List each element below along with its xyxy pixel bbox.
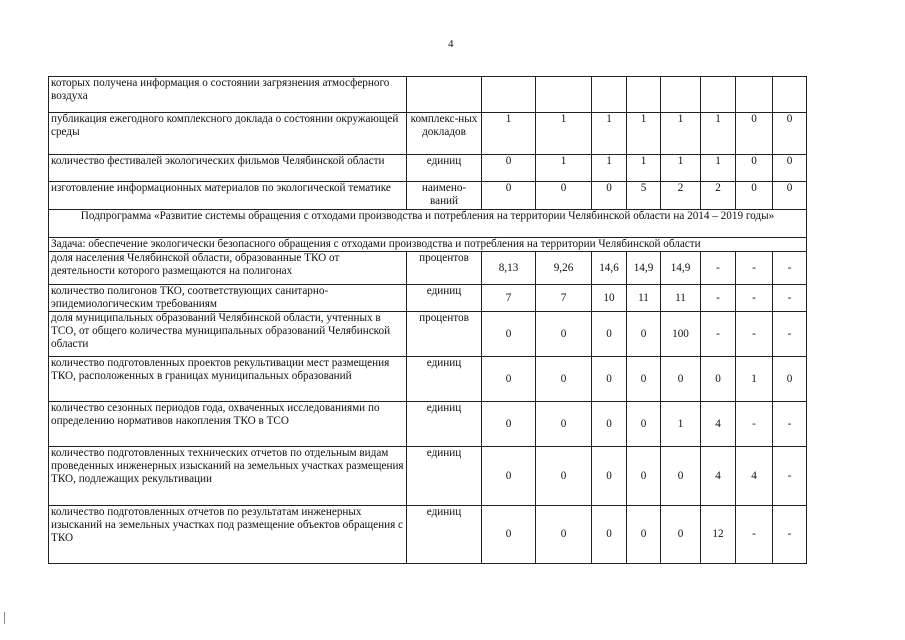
value-cell: - <box>736 252 773 285</box>
value-cell: 1 <box>592 155 627 182</box>
table-row <box>49 182 807 210</box>
value-cell: - <box>773 506 807 564</box>
value-cell: - <box>736 285 773 312</box>
value-cell: 10 <box>592 285 627 312</box>
value-cell: 0 <box>773 113 807 155</box>
table-row <box>49 312 807 357</box>
value-cell: - <box>773 447 807 506</box>
value-cell: 0 <box>627 312 661 357</box>
section-row <box>49 210 807 238</box>
value-cell: 0 <box>592 357 627 402</box>
value-cell <box>661 77 701 113</box>
value-cell: 0 <box>482 402 536 447</box>
value-cell: 0 <box>482 182 536 210</box>
unit-cell: процентов <box>407 312 482 357</box>
indicator-name: которых получена информация о состоянии загрязнения атмосферного воздуха <box>49 77 407 113</box>
value-cell: 11 <box>661 285 701 312</box>
unit-cell: процентов <box>407 252 482 285</box>
value-cell: 1 <box>701 155 736 182</box>
indicator-name: количество полигонов ТКО, соответствующих санитарно-эпидемиологическим требованиям <box>49 285 407 312</box>
value-cell: 1 <box>661 402 701 447</box>
value-cell: - <box>773 312 807 357</box>
value-cell: 0 <box>536 312 592 357</box>
value-cell <box>701 77 736 113</box>
value-cell: 0 <box>627 506 661 564</box>
value-cell: 0 <box>482 506 536 564</box>
value-cell: 0 <box>736 155 773 182</box>
unit-cell: единиц <box>407 357 482 402</box>
value-cell: - <box>773 285 807 312</box>
value-cell: - <box>701 312 736 357</box>
value-cell: 0 <box>482 447 536 506</box>
value-cell <box>736 77 773 113</box>
value-cell: - <box>773 252 807 285</box>
value-cell: 0 <box>592 312 627 357</box>
unit-cell: единиц <box>407 447 482 506</box>
page-number: 4 <box>448 38 454 50</box>
table-row <box>49 77 807 113</box>
value-cell: 2 <box>661 182 701 210</box>
value-cell: 1 <box>701 113 736 155</box>
unit-cell: наимено-ваний <box>407 182 482 210</box>
value-cell: 4 <box>701 447 736 506</box>
value-cell: 0 <box>661 357 701 402</box>
indicator-name: количество подготовленных проектов рекультивации мест размещения ТКО, расположенных в границах муниципальных образований <box>49 357 407 402</box>
value-cell: 0 <box>773 357 807 402</box>
indicator-name: количество сезонных периодов года, охваченных исследованиями по определению нормативов накопления ТКО в ТСО <box>49 402 407 447</box>
value-cell: 0 <box>592 447 627 506</box>
value-cell: - <box>736 402 773 447</box>
value-cell: 0 <box>536 182 592 210</box>
value-cell: 0 <box>736 182 773 210</box>
value-cell: 0 <box>482 312 536 357</box>
value-cell: 0 <box>482 155 536 182</box>
section-title: Подпрограмма «Развитие системы обращения с отходами производства и потребления на территории Челябинской области на 2014 – 2019 годы» <box>49 210 807 238</box>
indicator-name: доля населения Челябинской области, образованные ТКО от деятельности которого размещаются на полигонах <box>49 252 407 285</box>
value-cell: 11 <box>627 285 661 312</box>
value-cell: - <box>773 402 807 447</box>
value-cell: 0 <box>627 447 661 506</box>
value-cell: 0 <box>661 447 701 506</box>
value-cell: 0 <box>592 506 627 564</box>
indicator-name: количество фестивалей экологических фильмов Челябинской области <box>49 155 407 182</box>
value-cell: 8,13 <box>482 252 536 285</box>
unit-cell <box>407 77 482 113</box>
value-cell: 1 <box>536 113 592 155</box>
table-row <box>49 506 807 564</box>
value-cell: 1 <box>627 155 661 182</box>
indicator-name: количество подготовленных технических отчетов по отдельным видам проведенных инженерных изысканий на земельных участках размещения ТКО, подлежащих рекультивации <box>49 447 407 506</box>
value-cell: 0 <box>627 357 661 402</box>
value-cell: 0 <box>627 402 661 447</box>
indicator-name: изготовление информационных материалов по экологической тематике <box>49 182 407 210</box>
value-cell <box>773 77 807 113</box>
value-cell: 1 <box>536 155 592 182</box>
value-cell: 1 <box>627 113 661 155</box>
table-row <box>49 113 807 155</box>
table-row <box>49 155 807 182</box>
value-cell <box>536 77 592 113</box>
margin-mark <box>4 612 5 624</box>
table-row <box>49 285 807 312</box>
value-cell: - <box>701 285 736 312</box>
value-cell: 0 <box>592 402 627 447</box>
value-cell: 1 <box>482 113 536 155</box>
value-cell: 14,9 <box>661 252 701 285</box>
value-cell: 0 <box>736 113 773 155</box>
value-cell: 7 <box>536 285 592 312</box>
value-cell: 0 <box>592 182 627 210</box>
value-cell: 0 <box>536 506 592 564</box>
table-row <box>49 447 807 506</box>
unit-cell: единиц <box>407 506 482 564</box>
value-cell: 0 <box>536 447 592 506</box>
unit-cell: единиц <box>407 285 482 312</box>
value-cell: 0 <box>701 357 736 402</box>
value-cell: 7 <box>482 285 536 312</box>
value-cell <box>627 77 661 113</box>
value-cell: - <box>701 252 736 285</box>
value-cell: 100 <box>661 312 701 357</box>
table-row <box>49 252 807 285</box>
task-title: Задача: обеспечение экологически безопасного обращения с отходами производства и потребления на территории Челябинской области <box>49 238 807 252</box>
value-cell <box>592 77 627 113</box>
unit-cell: комплекс-ных докладов <box>407 113 482 155</box>
indicator-name: доля муниципальных образований Челябинской области, учтенных в ТСО, от общего количества муниципальных образований Челябинской области <box>49 312 407 357</box>
indicator-name: публикация ежегодного комплексного доклада о состоянии окружающей среды <box>49 113 407 155</box>
value-cell: 0 <box>536 402 592 447</box>
value-cell <box>482 77 536 113</box>
value-cell: - <box>736 506 773 564</box>
value-cell: 2 <box>701 182 736 210</box>
value-cell: 9,26 <box>536 252 592 285</box>
task-row <box>49 238 807 252</box>
value-cell: 0 <box>536 357 592 402</box>
value-cell: 5 <box>627 182 661 210</box>
value-cell: 4 <box>701 402 736 447</box>
value-cell: 14,9 <box>627 252 661 285</box>
value-cell: 1 <box>736 357 773 402</box>
value-cell: 1 <box>661 155 701 182</box>
table-row <box>49 402 807 447</box>
indicator-name: количество подготовленных отчетов по результатам инженерных изысканий на земельных участках под размещение объектов обращения с ТКО <box>49 506 407 564</box>
value-cell: 1 <box>592 113 627 155</box>
value-cell: 0 <box>773 155 807 182</box>
unit-cell: единиц <box>407 155 482 182</box>
value-cell: 1 <box>661 113 701 155</box>
value-cell: 0 <box>482 357 536 402</box>
value-cell: 0 <box>773 182 807 210</box>
value-cell: 12 <box>701 506 736 564</box>
value-cell: - <box>736 312 773 357</box>
table-row <box>49 357 807 402</box>
value-cell: 14,6 <box>592 252 627 285</box>
indicators-table <box>48 76 807 564</box>
value-cell: 4 <box>736 447 773 506</box>
unit-cell: единиц <box>407 402 482 447</box>
value-cell: 0 <box>661 506 701 564</box>
